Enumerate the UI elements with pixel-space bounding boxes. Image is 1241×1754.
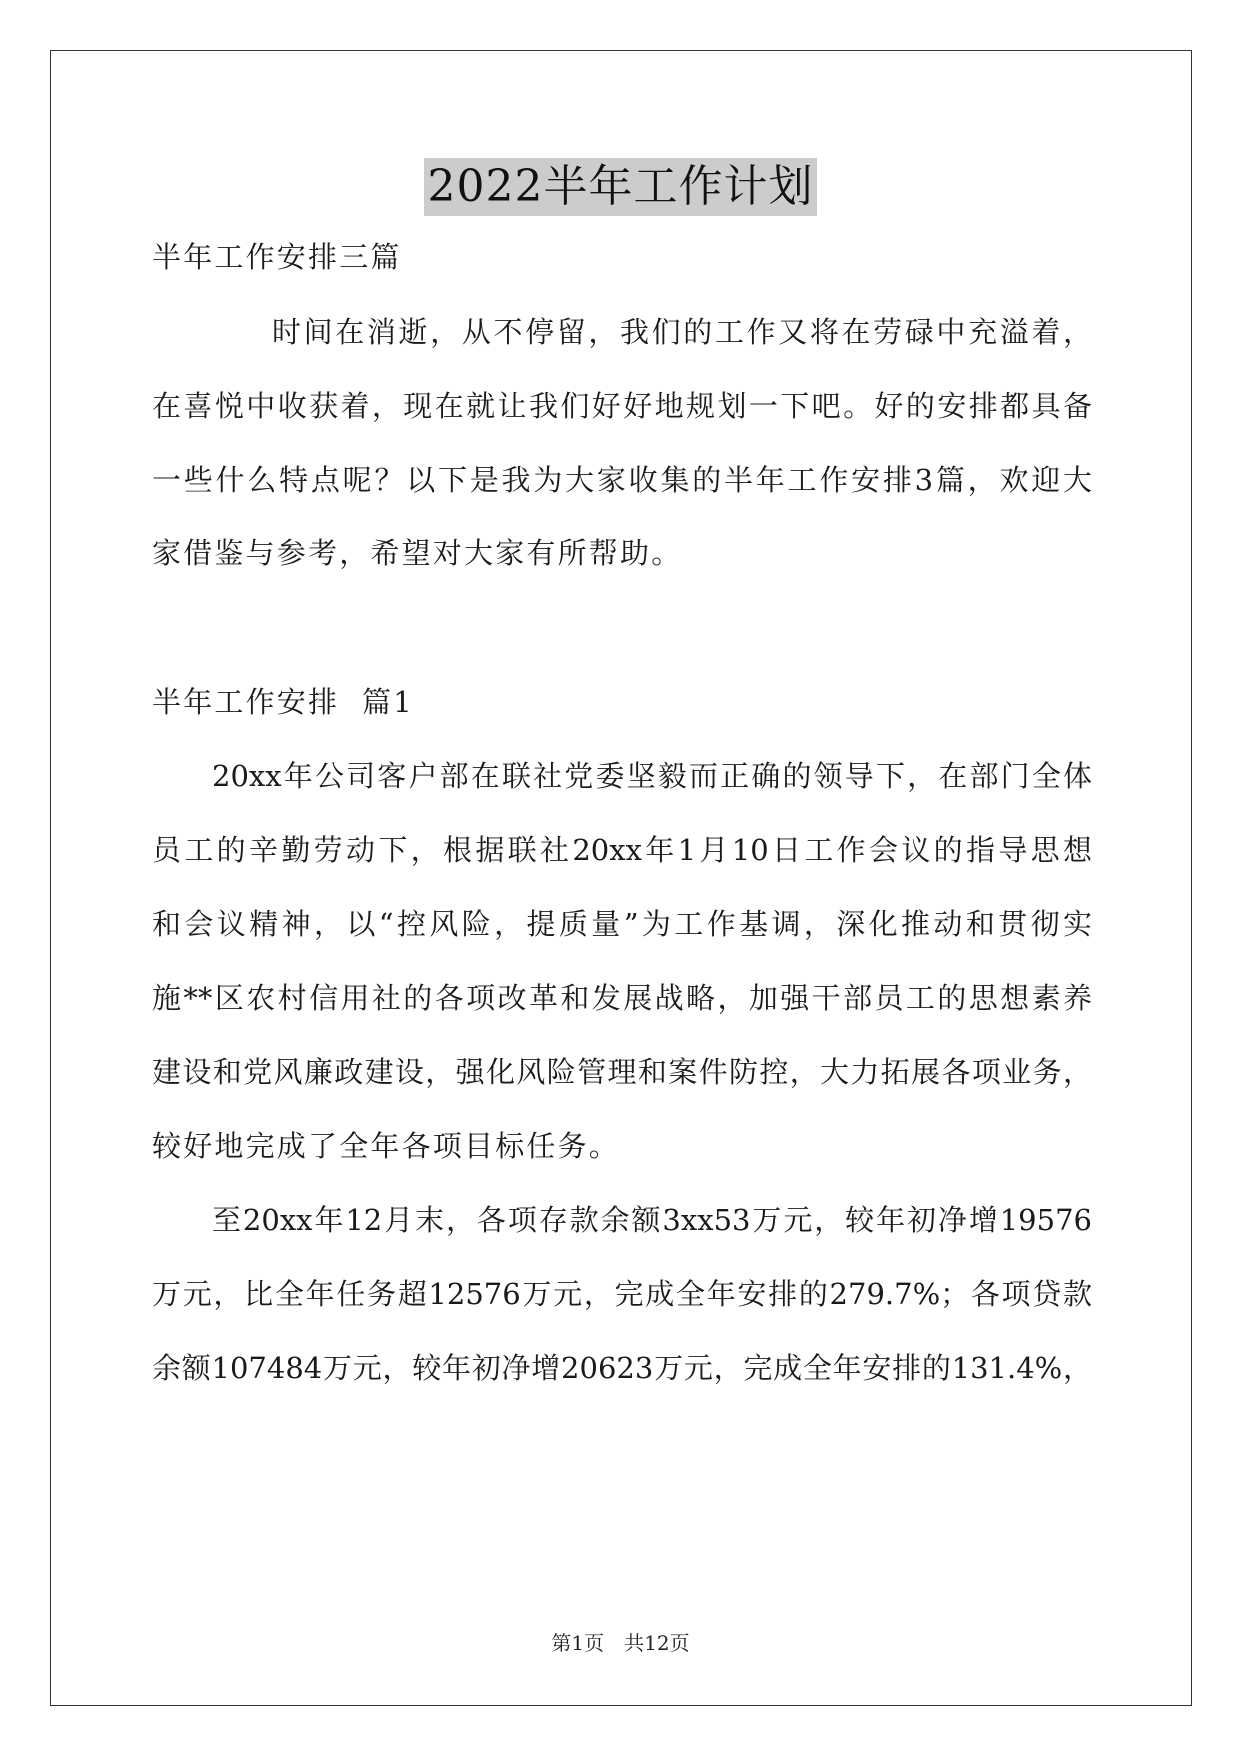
intro-line-4: 家借鉴与参考，希望对大家有所帮助。 xyxy=(152,536,683,570)
page-footer xyxy=(0,1630,1241,1656)
page-border xyxy=(50,50,1192,1706)
section-heading: 半年工作安排 篇1 xyxy=(152,685,414,719)
body-line-9: 余额107484万元，较年初净增20623万元，完成全年安排的131.4%， xyxy=(152,1351,1092,1385)
body-line-6: 较好地完成了全年各项目标任务。 xyxy=(152,1129,621,1163)
intro-line-3: 一些什么特点呢？以下是我为大家收集的半年工作安排3篇，欢迎大 xyxy=(152,463,1092,497)
document-title-text: 2022半年工作计划 xyxy=(424,158,818,216)
page-total: 共12页 xyxy=(624,1631,690,1655)
body-line-8: 万元，比全年任务超12576万元，完成全年安排的279.7%；各项贷款 xyxy=(152,1277,1092,1311)
body-line-2: 员工的辛勤劳动下，根据联社20xx年1月10日工作会议的指导思想 xyxy=(152,833,1092,867)
document-subtitle: 半年工作安排三篇 xyxy=(152,240,402,274)
intro-line-1: 时间在消逝，从不停留，我们的工作又将在劳碌中充溢着， xyxy=(272,315,1092,349)
document-title xyxy=(0,158,1241,216)
page-number: 第1页 xyxy=(551,1631,605,1655)
body-line-5: 建设和党风廉政建设，强化风险管理和案件防控，大力拓展各项业务， xyxy=(152,1055,1092,1089)
intro-line-2: 在喜悦中收获着，现在就让我们好好地规划一下吧。好的安排都具备 xyxy=(152,389,1092,423)
body-line-3: 和会议精神，以“控风险，提质量”为工作基调，深化推动和贯彻实 xyxy=(152,907,1092,941)
body-line-4: 施**区农村信用社的各项改革和发展战略，加强干部员工的思想素养 xyxy=(152,981,1092,1015)
body-line-1: 20xx年公司客户部在联社党委坚毅而正确的领导下，在部门全体 xyxy=(212,759,1092,793)
body-line-7: 至20xx年12月末，各项存款余额3xx53万元，较年初净增19576 xyxy=(212,1203,1092,1237)
